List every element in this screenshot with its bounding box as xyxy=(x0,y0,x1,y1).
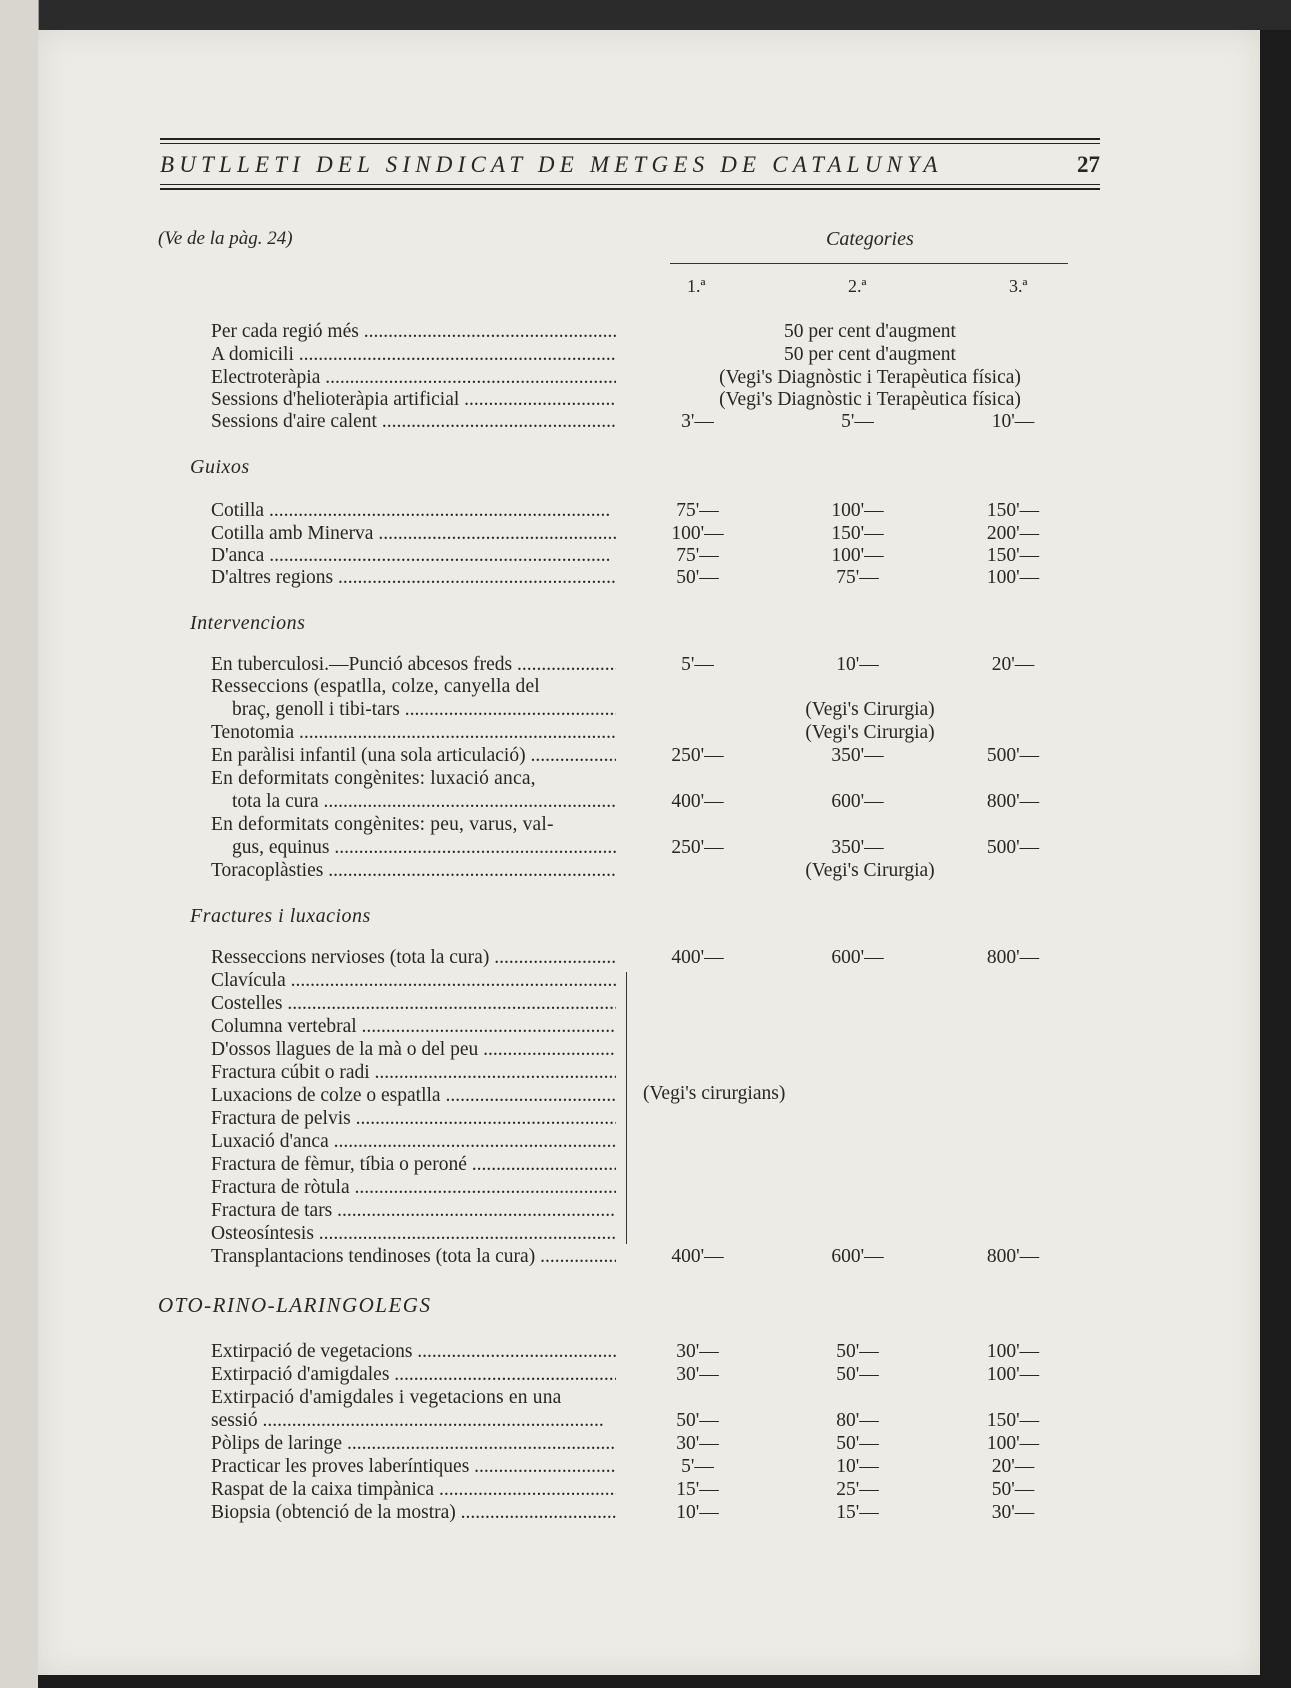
categories-heading: Categories xyxy=(826,228,914,250)
row-label: Resseccions (espatlla, colze, canyella del xyxy=(211,676,540,697)
table-row xyxy=(0,1061,1222,1084)
row-label: Raspat de la caixa timpànica ..... xyxy=(211,1478,616,1501)
table-row xyxy=(0,813,1222,836)
section-title-fractures: Fractures i luxacions xyxy=(190,905,371,927)
table-row xyxy=(0,946,1222,969)
row-label: Fractura de pelvis ..... xyxy=(211,1107,616,1130)
value-cat-3: 100'— xyxy=(986,1364,1040,1385)
row-label: Extirpació d'amigdales i vegetacions en una xyxy=(211,1387,562,1408)
table-row xyxy=(0,1386,1222,1409)
value-cat-3: 30'— xyxy=(991,1502,1035,1523)
value-cat-1: 50'— xyxy=(676,567,719,588)
row-label: Resseccions nervioses (tota la cura) ..... xyxy=(211,946,616,969)
value-cat-1: 250'— xyxy=(671,837,724,858)
table-row xyxy=(0,343,1222,366)
header-rule-top xyxy=(160,138,1100,140)
value-cat-3: 200'— xyxy=(986,523,1040,544)
value-cat-1: 75'— xyxy=(676,500,719,521)
value-cat-2: 100'— xyxy=(831,500,884,521)
table-row xyxy=(0,544,1222,567)
value-cat-3: 150'— xyxy=(986,545,1040,566)
header-rule-top-thin xyxy=(160,143,1100,144)
continued-note: (Ve de la pàg. 24) xyxy=(158,228,293,249)
value-cat-3: 500'— xyxy=(986,745,1040,766)
running-header xyxy=(160,152,1100,182)
brace-line xyxy=(626,972,627,1244)
table-row xyxy=(0,366,1222,389)
value-cat-3: 800'— xyxy=(986,1246,1040,1267)
row-label: Fractura de tars ..... xyxy=(211,1199,616,1222)
value-cat-2: 600'— xyxy=(831,947,884,968)
section-title-intervencions: Intervencions xyxy=(190,612,306,634)
categories-rule xyxy=(670,263,1068,264)
brace-note: (Vegi's cirurgians) xyxy=(643,1083,786,1104)
table-row xyxy=(0,1222,1222,1245)
table-row xyxy=(0,1176,1222,1199)
value-cat-2: 10'— xyxy=(836,654,879,675)
category-1-heading: 1.ª xyxy=(687,276,706,296)
row-label: Fractura de ròtula ..... xyxy=(211,1176,616,1199)
value-cat-1: 10'— xyxy=(676,1502,719,1523)
row-label: Practicar les proves laberíntiques ..... xyxy=(211,1455,616,1478)
row-label: A domicili ..... xyxy=(211,343,616,366)
row-label: En tuberculosi.—Punció abcesos freds ..... xyxy=(211,653,616,676)
value-cat-2: 350'— xyxy=(831,745,884,766)
value-cat-2: 600'— xyxy=(831,1246,884,1267)
value-cat-3: 150'— xyxy=(986,1410,1040,1431)
row-label: D'anca ..... xyxy=(211,544,616,567)
row-label: Transplantacions tendinoses (tota la cura) ..... xyxy=(211,1245,616,1268)
value-cat-1: 100'— xyxy=(671,523,724,544)
value-cat-2: 15'— xyxy=(836,1502,879,1523)
value-cat-2: 350'— xyxy=(831,837,884,858)
section-title-oto: OTO-RINO-LARINGOLEGS xyxy=(158,1293,432,1317)
value-cat-1: 400'— xyxy=(671,1246,724,1267)
table-row xyxy=(0,1199,1222,1222)
value-cat-2: 75'— xyxy=(836,567,879,588)
value-cat-2: 50'— xyxy=(836,1341,879,1362)
value-cat-2: 50'— xyxy=(836,1364,879,1385)
value-cat-2: 25'— xyxy=(836,1479,879,1500)
row-label: Cotilla ..... xyxy=(211,499,616,522)
row-label: Sessions d'helioteràpia artificial ..... xyxy=(211,388,616,411)
row-label: En deformitats congènites: peu, varus, val- xyxy=(211,814,554,835)
value-cat-3: 150'— xyxy=(986,500,1040,521)
value-cat-2: 10'— xyxy=(836,1456,879,1477)
row-label-continued: tota la cura ..... xyxy=(232,790,616,813)
row-span-value: (Vegi's Cirurgia) xyxy=(805,699,935,720)
category-3-heading: 3.ª xyxy=(1009,276,1028,296)
table-row xyxy=(0,566,1222,589)
value-cat-1: 250'— xyxy=(671,745,724,766)
row-label: En deformitats congènites: luxació anca, xyxy=(211,768,536,789)
header-title: BUTLLETI DEL SINDICAT DE METGES DE CATALUNYA xyxy=(160,152,943,177)
table-row xyxy=(0,1363,1222,1386)
table-row xyxy=(0,1478,1222,1501)
scan-border-bottom xyxy=(38,1675,1291,1688)
table-row xyxy=(0,410,1222,433)
value-cat-3: 50'— xyxy=(991,1479,1035,1500)
table-row xyxy=(0,1084,1222,1107)
row-label: D'ossos llagues de la mà o del peu ..... xyxy=(211,1038,616,1061)
table-row xyxy=(0,721,1222,744)
row-span-value: (Vegi's Cirurgia) xyxy=(805,722,935,743)
table-row xyxy=(0,499,1222,522)
value-cat-1: 75'— xyxy=(676,545,719,566)
table-row xyxy=(0,790,1222,813)
table-row xyxy=(0,522,1222,545)
value-cat-1: 30'— xyxy=(676,1341,719,1362)
table-row xyxy=(0,1153,1222,1176)
table-row xyxy=(0,698,1222,721)
table-row xyxy=(0,859,1222,882)
row-label: D'altres regions ..... xyxy=(211,566,616,589)
value-cat-2: 150'— xyxy=(831,523,884,544)
row-span-value: 50 per cent d'augment xyxy=(784,321,956,342)
section-title-guixos: Guixos xyxy=(190,456,250,478)
value-cat-1: 15'— xyxy=(676,1479,719,1500)
table-row xyxy=(0,653,1222,676)
value-cat-3: 10'— xyxy=(991,411,1035,432)
header-rule-bottom xyxy=(160,188,1100,190)
table-row xyxy=(0,675,1222,698)
row-label: Extirpació d'amigdales ..... xyxy=(211,1363,616,1386)
row-span-value: (Vegi's Diagnòstic i Terapèutica física) xyxy=(719,367,1021,388)
table-row xyxy=(0,1409,1222,1432)
value-cat-3: 100'— xyxy=(986,1341,1040,1362)
row-span-value: (Vegi's Cirurgia) xyxy=(805,860,935,881)
table-row xyxy=(0,969,1222,992)
value-cat-1: 3'— xyxy=(681,411,714,432)
category-2-heading: 2.ª xyxy=(848,276,867,296)
row-label: Costelles ..... xyxy=(211,992,616,1015)
value-cat-3: 100'— xyxy=(986,567,1040,588)
table-row xyxy=(0,1107,1222,1130)
table-row xyxy=(0,388,1222,411)
row-label: Cotilla amb Minerva ..... xyxy=(211,522,616,545)
value-cat-1: 30'— xyxy=(676,1364,719,1385)
value-cat-1: 400'— xyxy=(671,947,724,968)
row-label: Sessions d'aire calent ..... xyxy=(211,410,616,433)
table-row xyxy=(0,1130,1222,1153)
row-label-continued: braç, genoll i tibi-tars ..... xyxy=(232,698,616,721)
row-label: Per cada regió més ..... xyxy=(211,320,616,343)
row-label-continued: gus, equinus ..... xyxy=(232,836,616,859)
row-label: Fractura cúbit o radi ..... xyxy=(211,1061,616,1084)
row-label-continued: sessió ..... xyxy=(211,1409,616,1432)
page-number: 27 xyxy=(1077,152,1100,177)
row-label: Biopsia (obtenció de la mostra) ..... xyxy=(211,1501,616,1524)
table-row xyxy=(0,320,1222,343)
value-cat-3: 800'— xyxy=(986,947,1040,968)
header-rule-bottom-thin xyxy=(160,184,1100,185)
value-cat-1: 400'— xyxy=(671,791,724,812)
value-cat-2: 5'— xyxy=(841,411,874,432)
value-cat-3: 100'— xyxy=(986,1433,1040,1454)
value-cat-1: 5'— xyxy=(681,1456,714,1477)
row-label: Electroteràpia ..... xyxy=(211,366,616,389)
value-cat-3: 20'— xyxy=(991,654,1035,675)
table-row xyxy=(0,1501,1222,1524)
table-row xyxy=(0,992,1222,1015)
value-cat-2: 100'— xyxy=(831,545,884,566)
row-label: Tenotomia ..... xyxy=(211,721,616,744)
table-row xyxy=(0,1455,1222,1478)
table-row xyxy=(0,1015,1222,1038)
value-cat-1: 5'— xyxy=(681,654,714,675)
row-span-value: (Vegi's Diagnòstic i Terapèutica física) xyxy=(719,389,1021,410)
row-label: Luxacions de colze o espatlla ..... xyxy=(211,1084,616,1107)
value-cat-2: 600'— xyxy=(831,791,884,812)
table-row xyxy=(0,744,1222,767)
row-label: Osteosíntesis ..... xyxy=(211,1222,616,1245)
row-label: Pòlips de laringe ..... xyxy=(211,1432,616,1455)
value-cat-2: 50'— xyxy=(836,1433,879,1454)
row-label: En paràlisi infantil (una sola articulació) ..... xyxy=(211,744,616,767)
value-cat-2: 80'— xyxy=(836,1410,879,1431)
value-cat-3: 800'— xyxy=(986,791,1040,812)
row-span-value: 50 per cent d'augment xyxy=(784,344,956,365)
row-label: Columna vertebral ..... xyxy=(211,1015,616,1038)
table-row xyxy=(0,836,1222,859)
row-label: Clavícula ..... xyxy=(211,969,616,992)
row-label: Fractura de fèmur, tíbia o peroné ..... xyxy=(211,1153,616,1176)
row-label: Toracoplàsties ..... xyxy=(211,859,616,882)
row-label: Luxació d'anca ..... xyxy=(211,1130,616,1153)
scan-border-right xyxy=(1260,30,1291,1688)
table-row xyxy=(0,1340,1222,1363)
value-cat-3: 20'— xyxy=(991,1456,1035,1477)
table-row xyxy=(0,1432,1222,1455)
table-row xyxy=(0,1038,1222,1061)
value-cat-1: 50'— xyxy=(676,1410,719,1431)
value-cat-1: 30'— xyxy=(676,1433,719,1454)
row-label: Extirpació de vegetacions ..... xyxy=(211,1340,616,1363)
table-row xyxy=(0,767,1222,790)
value-cat-3: 500'— xyxy=(986,837,1040,858)
table-row xyxy=(0,1245,1222,1268)
